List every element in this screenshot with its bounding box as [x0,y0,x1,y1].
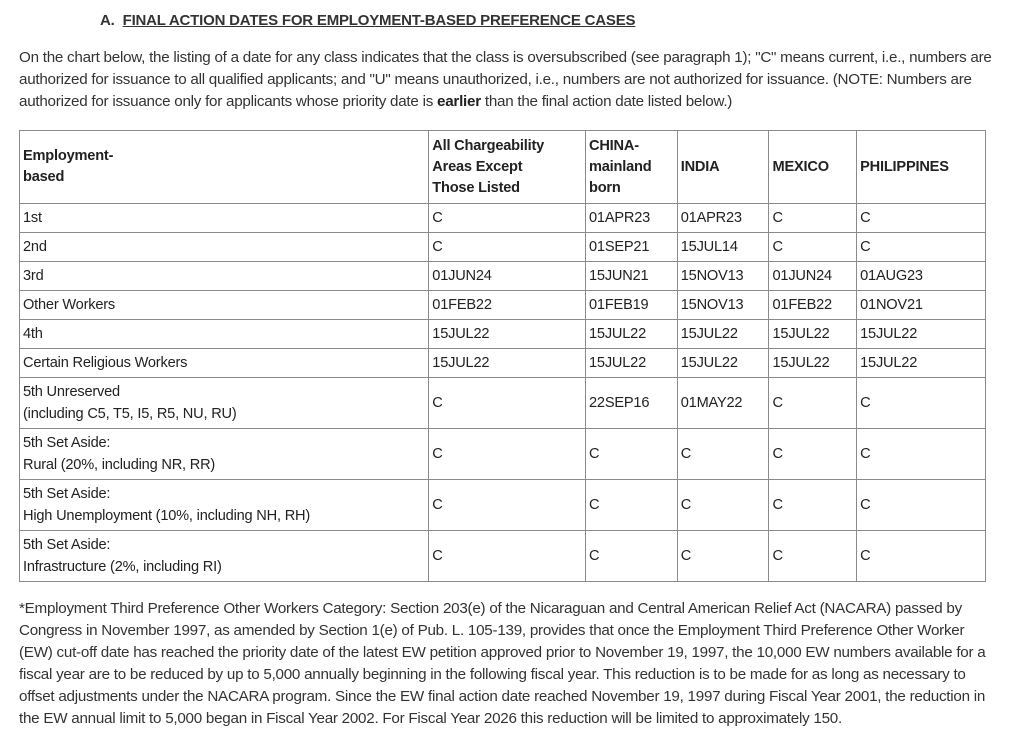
intro-paragraph [19,47,994,113]
category-line: 1st [23,210,42,226]
table-row [20,291,986,320]
header-india: INDIA [677,131,769,204]
header-china: CHINA- mainland born [585,131,677,204]
header-philippines: PHILIPPINES [857,131,986,204]
cell-all-chargeability: C [429,429,586,480]
cell-china: 01SEP21 [585,233,677,262]
cell-china: C [585,480,677,531]
table-row [20,320,986,349]
table-row [20,233,986,262]
category-line: 5th Set Aside: [23,537,111,553]
cell-all-chargeability: 01FEB22 [429,291,586,320]
header-category: Employment- based [20,131,429,204]
category-line: Rural (20%, including NR, RR) [23,457,216,473]
section-heading [100,12,635,29]
intro-text-end: than the final action date listed below.) [480,93,733,110]
cell-india: 15NOV13 [677,262,769,291]
category-line: Other Workers [23,297,116,313]
cell-mexico: C [769,531,857,582]
cell-mexico: C [769,204,857,233]
cell-mexico: C [769,429,857,480]
cell-philippines: C [857,429,986,480]
cell-india: C [677,429,769,480]
cell-china: 15JUL22 [585,320,677,349]
cell-all-chargeability: 01JUN24 [429,262,586,291]
cell-philippines: C [857,480,986,531]
category-line: 4th [23,326,43,342]
cell-category [20,349,429,378]
category-line: Certain Religious Workers [23,355,188,371]
table-row [20,378,986,429]
header-mexico: MEXICO [769,131,857,204]
cell-mexico: C [769,378,857,429]
category-line: Infrastructure (2%, including RI) [23,559,222,575]
cell-mexico: 01JUN24 [769,262,857,291]
cell-philippines: 15JUL22 [857,349,986,378]
cell-mexico: C [769,480,857,531]
section-title: FINAL ACTION DATES FOR EMPLOYMENT-BASED PREFERENCE CASES [122,12,636,29]
cell-category [20,262,429,291]
category-line: (including C5, T5, I5, R5, NU, RU) [23,406,237,422]
table-row [20,480,986,531]
cell-all-chargeability: 15JUL22 [429,349,586,378]
category-line: 5th Unreserved [23,384,120,400]
final-action-dates-table [19,130,986,582]
cell-all-chargeability: C [429,204,586,233]
header-all-chargeability: All Chargeability Areas Except Those Listed [429,131,586,204]
cell-india: C [677,480,769,531]
cell-china: 15JUL22 [585,349,677,378]
category-line: 3rd [23,268,44,284]
category-line: 2nd [23,239,47,255]
section-letter: A. [100,12,115,29]
cell-all-chargeability: 15JUL22 [429,320,586,349]
cell-india: 15NOV13 [677,291,769,320]
cell-philippines: C [857,531,986,582]
cell-china: C [585,531,677,582]
cell-category [20,480,429,531]
cell-mexico: 01FEB22 [769,291,857,320]
cell-category [20,429,429,480]
cell-india: 01MAY22 [677,378,769,429]
cell-philippines: 01AUG23 [857,262,986,291]
cell-category [20,378,429,429]
intro-text-start: On the chart below, the listing of a date for any class indicates that the class is oversubscribed (see paragraph 1); "C" means current, i.e., numbers are authorized for issuance to all qualified applicants; and "U" means unauthorized, i.e., numbers are not authorized for issuance. (NOTE: Numbers are authorized for issuance only for applicants whose priority date is [19,49,992,110]
cell-india: 01APR23 [677,204,769,233]
cell-china: 22SEP16 [585,378,677,429]
cell-philippines: C [857,204,986,233]
cell-mexico: C [769,233,857,262]
cell-india: 15JUL22 [677,349,769,378]
cell-india: 15JUL22 [677,320,769,349]
cell-philippines: C [857,233,986,262]
cell-category [20,320,429,349]
table-body [20,204,986,582]
cell-china: 01FEB19 [585,291,677,320]
cell-category [20,233,429,262]
cell-philippines: 01NOV21 [857,291,986,320]
cell-category [20,291,429,320]
cell-all-chargeability: C [429,531,586,582]
category-line: High Unemployment (10%, including NH, RH) [23,508,311,524]
table-row [20,262,986,291]
table-row [20,429,986,480]
cell-all-chargeability: C [429,233,586,262]
cell-china: 01APR23 [585,204,677,233]
cell-category [20,531,429,582]
table-row [20,349,986,378]
cell-philippines: 15JUL22 [857,320,986,349]
cell-china: C [585,429,677,480]
category-line: 5th Set Aside: [23,435,111,451]
category-line: 5th Set Aside: [23,486,111,502]
cell-all-chargeability: C [429,480,586,531]
table-header-row [20,131,986,204]
cell-all-chargeability: C [429,378,586,429]
table-row [20,531,986,582]
footnote-paragraph: *Employment Third Preference Other Workers Category: Section 203(e) of the Nicaraguan and Central American Relief Act (NACARA) passed by Congress in November 1997, as amended by Section 1(e) of Pub. L. 105-139, provides that once the Employment Third Preference Other Worker (EW) cut-off date has reached the priority date of the latest EW petition approved prior to November 19, 1997, the 10,000 EW numbers available for a fiscal year are to be reduced by up to 5,000 annually beginning in the following fiscal year. This reduction is to be made for as long as necessary to offset adjustments under the NACARA program. Since the EW final action date reached November 19, 1997 during Fiscal Year 2001, the reduction in the EW annual limit to 5,000 began in Fiscal Year 2002. For Fiscal Year 2026 this reduction will be limited to approximately 150. [19,600,986,727]
cell-mexico: 15JUL22 [769,320,857,349]
cell-philippines: C [857,378,986,429]
cell-india: C [677,531,769,582]
intro-emphasis: earlier [437,93,481,110]
cell-china: 15JUN21 [585,262,677,291]
cell-mexico: 15JUL22 [769,349,857,378]
cell-category [20,204,429,233]
table-row [20,204,986,233]
cell-india: 15JUL14 [677,233,769,262]
